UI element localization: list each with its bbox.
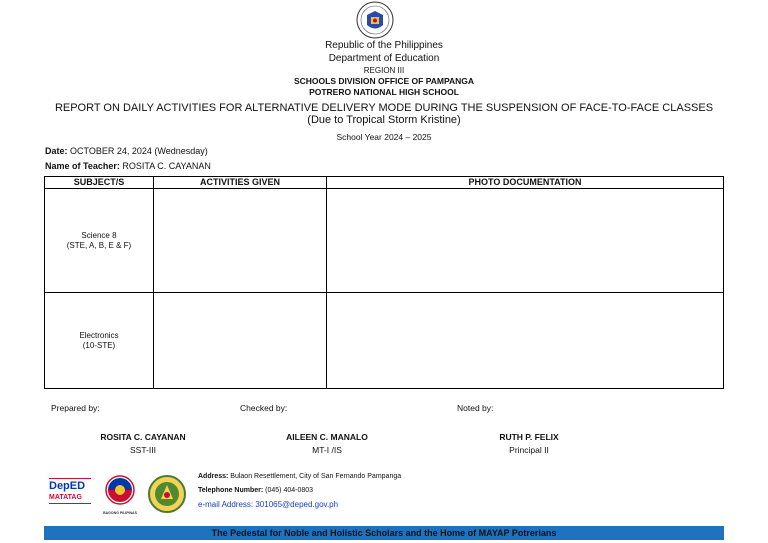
header-subjects: SUBJECT/S [45,177,154,189]
matatag-logo-text: MATATAG [49,494,82,501]
teacher-label: Name of Teacher: [45,161,120,171]
bagong-pilipinas-logo [97,474,143,514]
noter-position: Principal II [509,445,549,455]
phone-value: (045) 404-0803 [265,487,314,494]
subject-name: Science 8 [81,230,117,240]
deped-seal-icon [352,1,398,39]
subject-sections: (STE, A, B, E & F) [66,240,132,250]
preparer-name: ROSITA C. CAYANAN [100,432,186,442]
motto-banner: The Pedestal for Noble and Holistic Scholars and the Home of MAYAP Potrerians [44,526,724,540]
noted-by-label: Noted by: [457,403,494,413]
subject-cell [45,293,154,389]
preparer-position: SST-III [130,445,156,455]
phone-label: Telephone Number: [198,487,264,494]
date-value: OCTOBER 24, 2024 (Wednesday) [70,146,208,156]
noter-name: RUTH P. FELIX [499,432,559,442]
activities-cell [154,293,327,389]
header-activities: ACTIVITIES GIVEN [154,177,327,189]
department-line: Department of Education [328,53,440,64]
phone-line [198,485,313,497]
school-seal-icon [146,475,188,513]
date-row [45,146,208,156]
division-line: SCHOOLS DIVISION OFFICE OF PAMPANGA [293,76,475,86]
bagong-pilipinas-caption: BAGONG PILIPINAS [103,511,137,515]
report-subtitle: (Due to Tropical Storm Kristine) [307,114,461,126]
table-row [45,293,724,389]
address-line [198,471,401,483]
date-label: Date: [45,146,68,156]
school-line: POTRERO NATIONAL HIGH SCHOOL [309,87,459,97]
bagong-pilipinas-icon [97,474,143,506]
republic-line: Republic of the Philippines [325,40,443,51]
activities-table [44,176,724,389]
photo-cell [327,189,724,293]
address-value: Bulaon Resettlement, City of San Fernando Pampanga [230,473,402,480]
header-photo: PHOTO DOCUMENTATION [327,177,724,189]
email-address[interactable]: e-mail Address: 301065@deped.gov.ph [198,500,339,509]
teacher-row [45,161,211,171]
region-line: REGION III [363,66,405,75]
subject-sections: (10-STE) [82,340,116,350]
prepared-by-label: Prepared by: [51,403,100,413]
deped-matatag-logo [49,478,93,512]
checker-position: MT-I /IS [312,445,342,455]
subject-cell [45,189,154,293]
deped-logo-text: DepED [49,480,86,492]
activities-cell [154,189,327,293]
table-header-row [45,177,724,189]
photo-cell [327,293,724,389]
address-label: Address: [198,473,229,480]
teacher-value: ROSITA C. CAYANAN [122,161,211,171]
checked-by-label: Checked by: [240,403,288,413]
subject-name: Electronics [79,330,119,340]
checker-name: AILEEN C. MANALO [286,432,368,442]
table-row [45,189,724,293]
report-title: REPORT ON DAILY ACTIVITIES FOR ALTERNATIVE DELIVERY MODE DURING THE SUSPENSION OF FACE-TO-FACE CLASSES [54,102,714,114]
school-year: School Year 2024 – 2025 [336,132,432,142]
